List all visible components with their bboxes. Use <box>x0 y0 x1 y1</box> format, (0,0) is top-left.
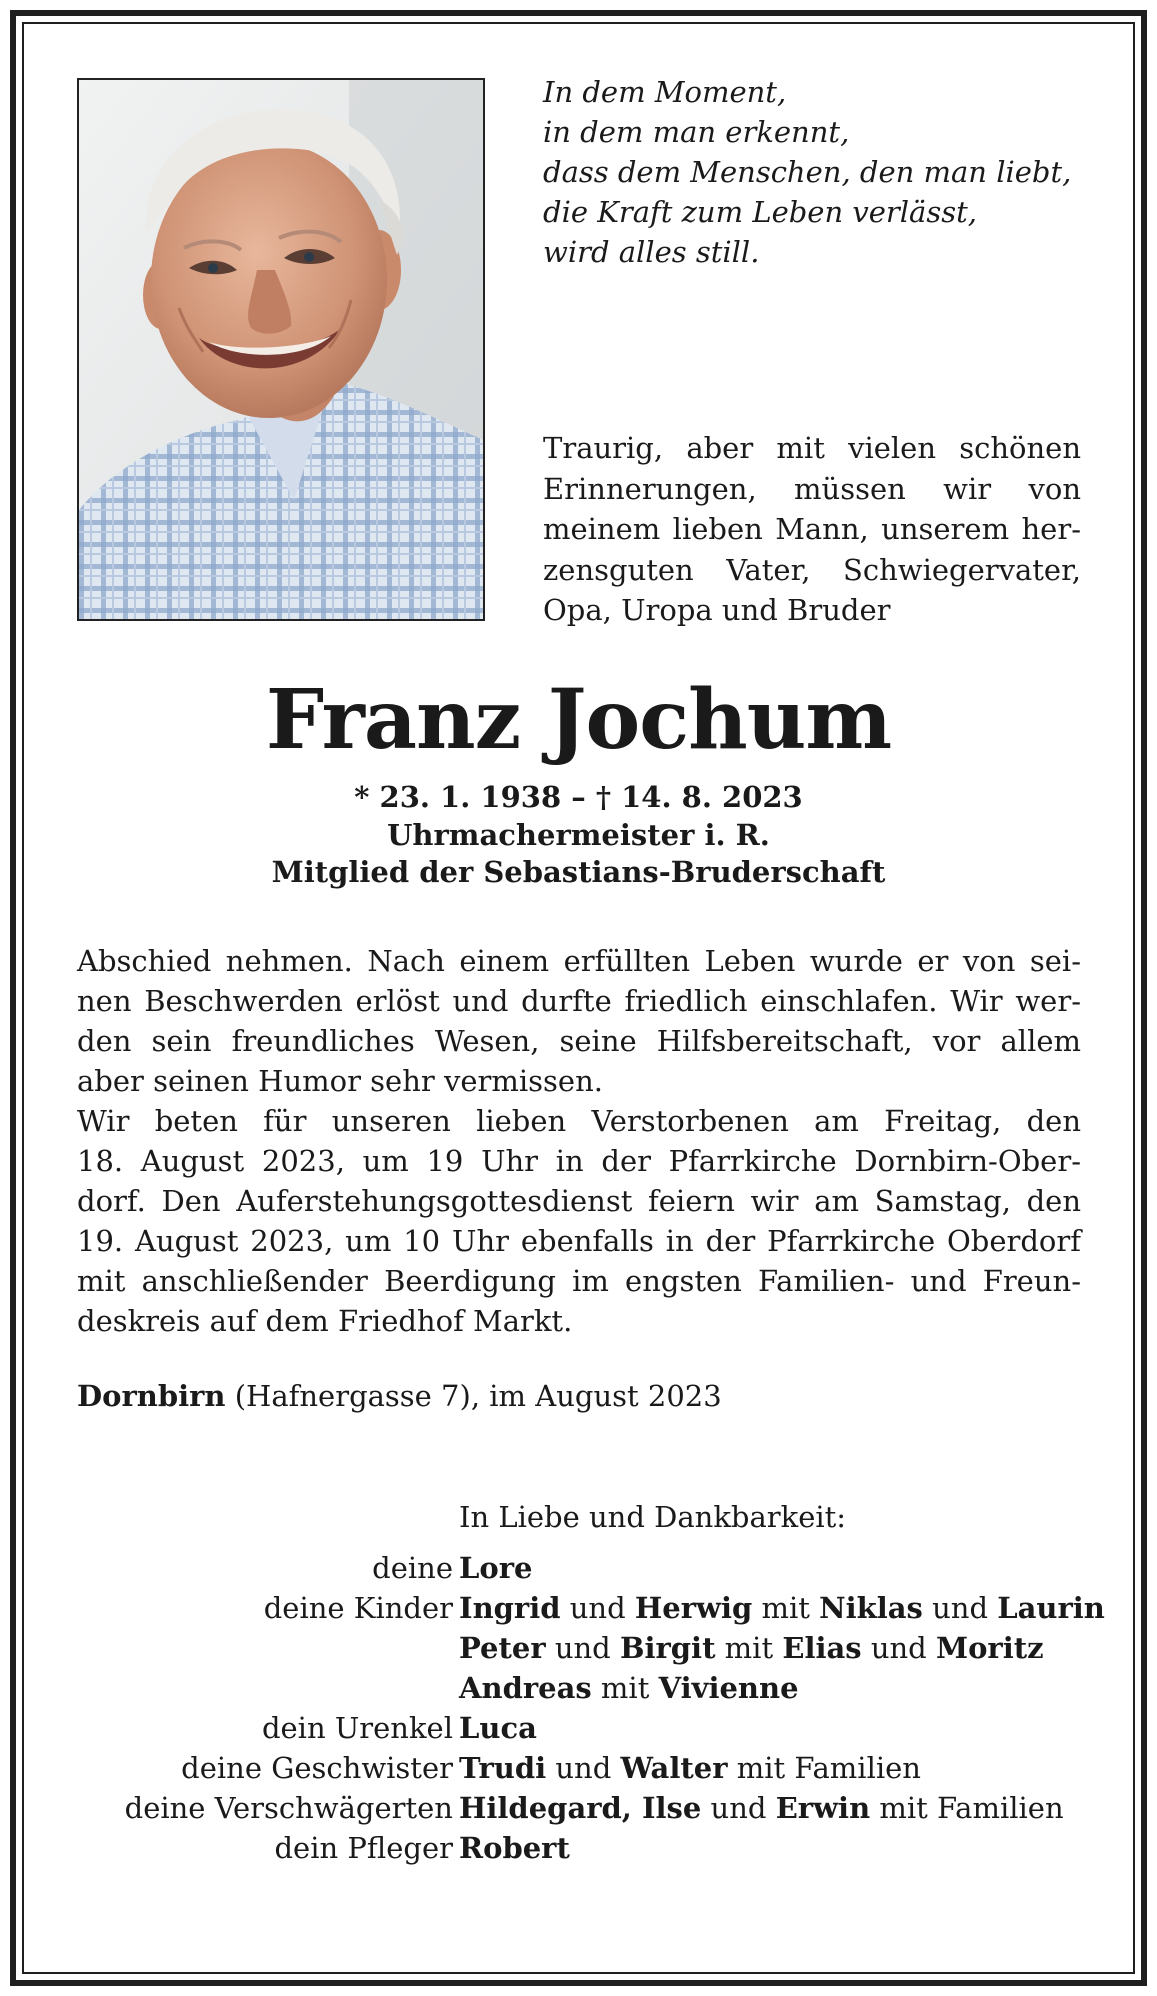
poem-line: dass dem Menschen, den man liebt, <box>543 155 1072 189</box>
mourner-row <box>0 1628 1157 1668</box>
connector: mit Familien <box>870 1791 1064 1825</box>
body-line: 19. August 2023, um 10 Uhr ebenfalls in der Pfarrkirche Oberdorf <box>77 1224 1081 1258</box>
mourner-name: Hildegard, Ilse <box>459 1791 702 1825</box>
mourner-row <box>0 1748 1157 1788</box>
profession: Uhrmachermeister i. R. <box>387 818 770 852</box>
body-line: aber seinen Humor sehr vermissen. <box>77 1064 603 1098</box>
mourner-names <box>459 1708 537 1748</box>
connector: mit <box>715 1631 783 1665</box>
connector: und <box>560 1591 635 1625</box>
relation-label: dein Pfleger <box>274 1831 453 1865</box>
relation-label: deine Kinder <box>263 1591 453 1625</box>
deceased-name: Franz Jochum <box>265 672 892 768</box>
announcement-text <box>77 941 1081 1341</box>
connector: und <box>922 1591 998 1625</box>
intro-line: Erinnerungen, müssen wir von <box>543 471 1081 506</box>
intro-line: Opa, Uropa und Bruder <box>543 593 891 627</box>
intro-line: zensguten Vater, Schwiegervater, <box>543 552 1081 587</box>
connector: mit Familien <box>727 1751 921 1785</box>
membership: Mitglied der Sebastians-Bruderschaft <box>271 855 886 889</box>
poem-line: wird alles still. <box>543 235 760 269</box>
mourner-names <box>459 1828 570 1868</box>
connector: mit <box>591 1671 659 1705</box>
mourner-names <box>459 1588 1105 1628</box>
address-date: (Hafnergasse 7), im August 2023 <box>225 1379 722 1413</box>
place-date-line <box>77 1376 722 1416</box>
mourner-name: Herwig <box>634 1591 753 1625</box>
body-line: mit anschließender Beerdigung im engsten Familien- und Freun- <box>77 1264 1081 1298</box>
body-line: Abschied nehmen. Nach einem erfüllten Leben wurde er von sei- <box>77 944 1081 978</box>
intro-text <box>543 428 1081 631</box>
mourner-row <box>0 1668 1157 1708</box>
body-line: Wir beten für unseren lieben Verstorbenen am Freitag, den <box>77 1104 1081 1138</box>
connector: und <box>546 1751 621 1785</box>
intro-line: Traurig, aber mit vielen schönen <box>543 431 1081 465</box>
mourner-name: Ingrid <box>459 1591 561 1625</box>
body-line: den sein freundliches Wesen, seine Hilfsbereitschaft, vor allem <box>77 1024 1081 1058</box>
mourner-row <box>0 1708 1157 1748</box>
body-line: 18. August 2023, um 19 Uhr in der Pfarrkirche Dornbirn-Ober- <box>77 1144 1081 1178</box>
connector: mit <box>752 1591 820 1625</box>
mourner-name: Walter <box>620 1751 728 1785</box>
body-line: dorf. Den Auferstehungsgottesdienst feiern wir am Samstag, den <box>77 1184 1081 1218</box>
relation-label: deine Geschwister <box>181 1751 453 1785</box>
thanks-line: In Liebe und Dankbarkeit: <box>459 1500 847 1534</box>
mourner-row <box>0 1588 1157 1628</box>
connector: und <box>701 1791 776 1825</box>
mourner-names <box>459 1668 799 1708</box>
mourner-row <box>0 1828 1157 1868</box>
relation-label: deine Verschwägerten <box>124 1791 453 1825</box>
poem-line: in dem man erkennt, <box>543 115 850 149</box>
poem-line: In dem Moment, <box>543 75 787 109</box>
mourner-name: Trudi <box>459 1751 547 1785</box>
mourner-name: Luca <box>459 1711 537 1745</box>
mourner-name: Andreas <box>459 1671 592 1705</box>
mourner-names <box>459 1748 921 1788</box>
connector: und <box>861 1631 936 1665</box>
mourner-name: Robert <box>459 1831 570 1865</box>
mourner-name: Laurin <box>997 1591 1105 1625</box>
mourner-row <box>0 1788 1157 1828</box>
mourner-names <box>459 1548 532 1588</box>
mourner-names <box>459 1788 1064 1828</box>
city: Dornbirn <box>77 1379 226 1413</box>
life-dates: * 23. 1. 1938 – † 14. 8. 2023 <box>354 780 803 814</box>
mourner-name: Niklas <box>819 1591 923 1625</box>
portrait-photo <box>77 78 485 621</box>
mourner-name: Elias <box>782 1631 862 1665</box>
relation-label: deine <box>372 1551 453 1585</box>
relation-label: dein Urenkel <box>261 1711 453 1745</box>
mourner-name: Birgit <box>619 1631 716 1665</box>
mourner-row <box>0 1548 1157 1588</box>
poem-line: die Kraft zum Leben verlässt, <box>543 195 977 229</box>
mourner-names <box>459 1628 1044 1668</box>
mourner-name: Moritz <box>935 1631 1044 1665</box>
mourner-name: Peter <box>459 1631 546 1665</box>
poem <box>543 72 1103 272</box>
intro-line: meinem lieben Mann, unserem her- <box>543 512 1081 546</box>
mourner-name: Lore <box>459 1551 533 1585</box>
body-line: nen Beschwerden erlöst und durfte friedlich einschlafen. Wir wer- <box>77 984 1081 1018</box>
mourner-name: Vivienne <box>658 1671 799 1705</box>
mourner-name: Erwin <box>775 1791 871 1825</box>
connector: und <box>545 1631 620 1665</box>
body-line: deskreis auf dem Friedhof Markt. <box>77 1304 573 1338</box>
